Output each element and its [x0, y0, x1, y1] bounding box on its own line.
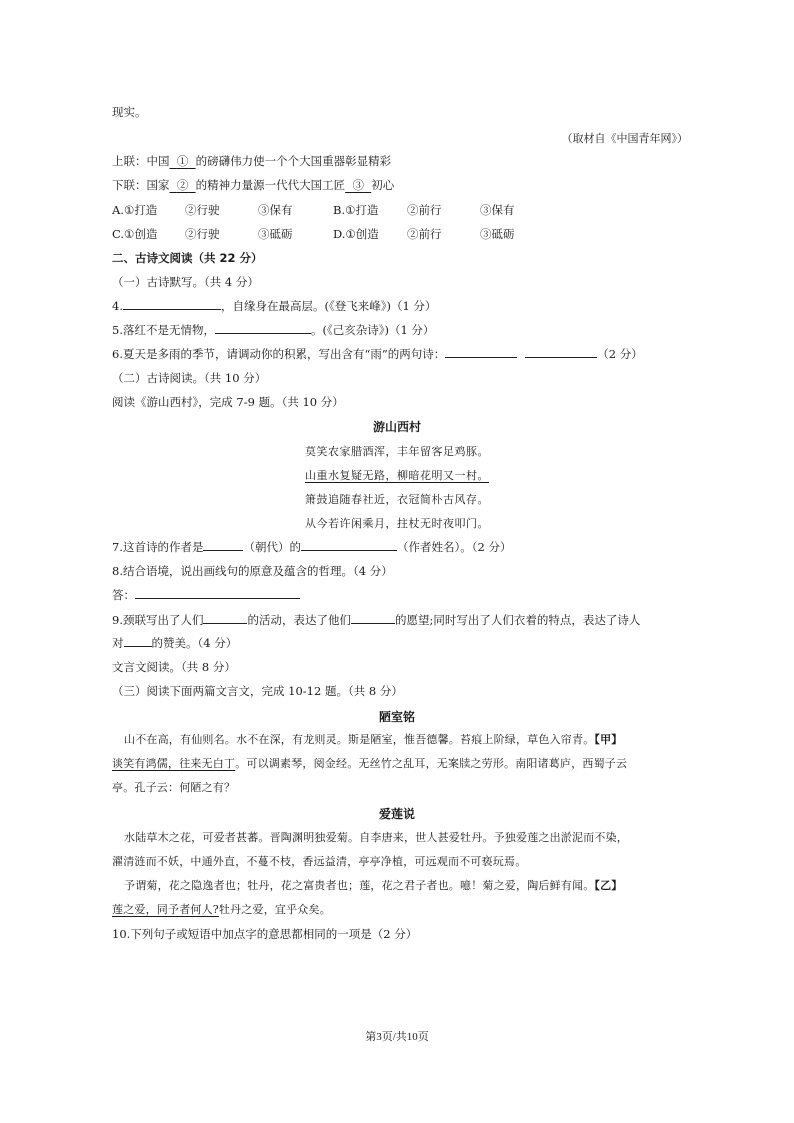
essay-1-underlined: 谈笑有鸿儒，往来无白丁 — [112, 757, 236, 770]
page-footer: 第3页/共10页 — [365, 1031, 429, 1043]
essay-2-line-2: 濯清涟而不妖，中通外直，不蔓不枝，香远益清，亭亭净植，可远观而不可亵玩焉。 — [112, 855, 527, 868]
essay-2-line-4 — [112, 902, 331, 918]
q7-blank-1 — [203, 539, 243, 551]
marker-2: ② — [176, 178, 189, 192]
q6-blank-2 — [525, 346, 597, 358]
part-2-heading: （二）古诗阅读。（共 10 分） — [112, 371, 267, 385]
q7-text: 7.这首诗的作者是 — [112, 540, 204, 554]
question-7 — [112, 539, 511, 555]
option-d-2: ②前行 — [407, 227, 442, 241]
q9-blank-1 — [203, 612, 247, 624]
essay-1-text-2: 。可以调素琴，阅金经。无丝竹之乱耳，无案牍之劳形。南阳诸葛庐，西蜀子云 — [235, 757, 628, 770]
option-b-1: B.①打造 — [333, 203, 379, 217]
essay-1-line-1 — [124, 732, 623, 748]
question-4 — [112, 298, 436, 314]
question-6 — [112, 346, 643, 362]
option-b-3: ③保有 — [480, 203, 515, 217]
marker-1: ① — [176, 154, 189, 168]
poem-line-2 — [0, 467, 794, 483]
essay-1-line-3: 亭。孔子云：何陋之有？ — [112, 781, 236, 794]
q7-blank-2 — [301, 539, 397, 551]
option-c-3: ③砥砺 — [258, 227, 293, 241]
couplet-lower-tail: 初心 — [371, 178, 395, 192]
question-8: 8.结合语境，说出画线句的原意及蕴含的哲理。（4 分） — [112, 564, 393, 578]
section-2-heading: 二、古诗文阅读（共 22 分） — [112, 251, 263, 265]
couplet-lower — [112, 177, 394, 193]
blank-1 — [170, 154, 196, 168]
poem-line-2-underlined: 山重水复疑无路，柳暗花明又一村。 — [305, 469, 489, 482]
couplet-upper — [112, 153, 391, 169]
option-a-2: ②行驶 — [185, 203, 220, 217]
essay-1-text: 山不在高，有仙则名。水不在深，有龙则灵。斯是陋室，惟吾德馨。苔痕上阶绿，草色入帘青。 — [124, 733, 595, 746]
question-10: 10.下列句子或短语中加点字的意思都相同的一项是（2 分） — [112, 927, 418, 941]
option-d-3: ③砥砺 — [480, 227, 515, 241]
q4-text: ，自缘身在最高层。(《登飞来峰》)（1 分） — [220, 299, 437, 313]
essay-1-line-2 — [112, 756, 627, 772]
q9-text: 9.颈联写出了人们 — [112, 613, 204, 627]
option-b-2: ②前行 — [407, 203, 442, 217]
essay-2-text-3: 予谓菊，花之隐逸者也；牡丹，花之富贵者也；莲，花之君子者也。噫！菊之爱，陶后鲜有闻。 — [124, 879, 595, 892]
q8-blank — [135, 587, 300, 599]
q9-tail: 的愿望;同时写出了人们衣着的特点，表达了诗人 — [394, 613, 641, 627]
question-9-cont — [112, 635, 237, 651]
reading-intro: 阅读《游山西村》，完成 7-9 题。（共 10 分） — [112, 395, 344, 409]
essay-2-text-4: 牡丹之爱，宜乎众矣。 — [218, 903, 331, 916]
option-c-1: C.①创造 — [112, 227, 158, 241]
marker-yi: 【乙】 — [594, 879, 623, 892]
poem-title: 游山西村 — [372, 420, 421, 434]
option-a-1: A.①打造 — [112, 203, 158, 217]
q6-blank-1 — [445, 346, 517, 358]
marker-3: ③ — [352, 178, 364, 192]
q7-tail: （作者姓名）。（2 分） — [396, 540, 512, 554]
wenyan-heading: 文言文阅读。（共 8 分） — [112, 660, 236, 674]
q5-blank — [215, 322, 311, 334]
q5-tail: 。(《己亥杂诗》)（1 分） — [310, 323, 435, 337]
source-note: （取材自《中国青年网》） — [561, 132, 688, 145]
q6-text: 6.夏天是多雨的季节，请调动你的积累，写出含有“雨”的两句诗： — [112, 347, 446, 361]
couplet-lower-mid: 的精神力量源一代代大国工匠 — [195, 178, 346, 192]
couplet-lower-text: 下联：国家 — [112, 178, 170, 192]
option-a-3: ③保有 — [258, 203, 293, 217]
q9-end: 的赞美。（4 分） — [151, 636, 238, 650]
marker-jia: 【甲】 — [594, 733, 623, 746]
option-d-1: D.①创造 — [333, 227, 379, 241]
blank-2 — [170, 178, 196, 192]
q4-blank — [123, 298, 221, 310]
question-9 — [112, 612, 640, 628]
poem-line-3: 箫鼓追随春社近，衣冠简朴古风存。 — [305, 493, 489, 506]
question-5 — [112, 322, 434, 338]
part-3-heading: （三）阅读下面两篇文言文，完成 10-12 题。（共 8 分） — [112, 684, 403, 698]
answer-label: 答： — [112, 588, 135, 602]
essay-2-underlined: 莲之爱，同予者何人? — [112, 903, 219, 916]
poem-line-1: 莫笑农家腊酒浑，丰年留客足鸡豚。 — [305, 445, 489, 458]
couplet-upper-text: 上联：中国 — [112, 154, 170, 168]
q9-blank-3 — [124, 635, 152, 647]
option-c-2: ②行驶 — [185, 227, 220, 241]
part-1-heading: （一）古诗默写。（共 4 分） — [112, 275, 259, 289]
q5-text: 5.落红不是无情物， — [112, 323, 215, 337]
q6-score: （2 分） — [597, 347, 643, 361]
essay-1-title: 陋室铭 — [378, 710, 415, 724]
q4-number: 4. — [112, 299, 123, 313]
top-line: 现实。 — [112, 105, 147, 119]
q9-blank-2 — [351, 612, 395, 624]
poem-line-4: 从今若许闲乘月，拄杖无时夜叩门。 — [305, 517, 489, 530]
essay-2-line-3 — [124, 878, 623, 894]
q9-mid: 的活动，表达了他们 — [247, 613, 351, 627]
essay-2-line-1: 水陆草木之花，可爱者甚蕃。晋陶渊明独爱菊。自李唐来，世人甚爱牡丹。予独爱莲之出淤泥而不染， — [124, 831, 628, 844]
blank-3 — [345, 178, 371, 192]
q7-mid: （朝代）的 — [243, 540, 301, 554]
essay-2-title: 爱莲说 — [378, 807, 415, 821]
couplet-upper-tail: 的磅礴伟力使一个个大国重器彰显精彩 — [195, 154, 392, 168]
q8-answer-line — [112, 587, 300, 603]
q9-dui: 对 — [112, 636, 124, 650]
